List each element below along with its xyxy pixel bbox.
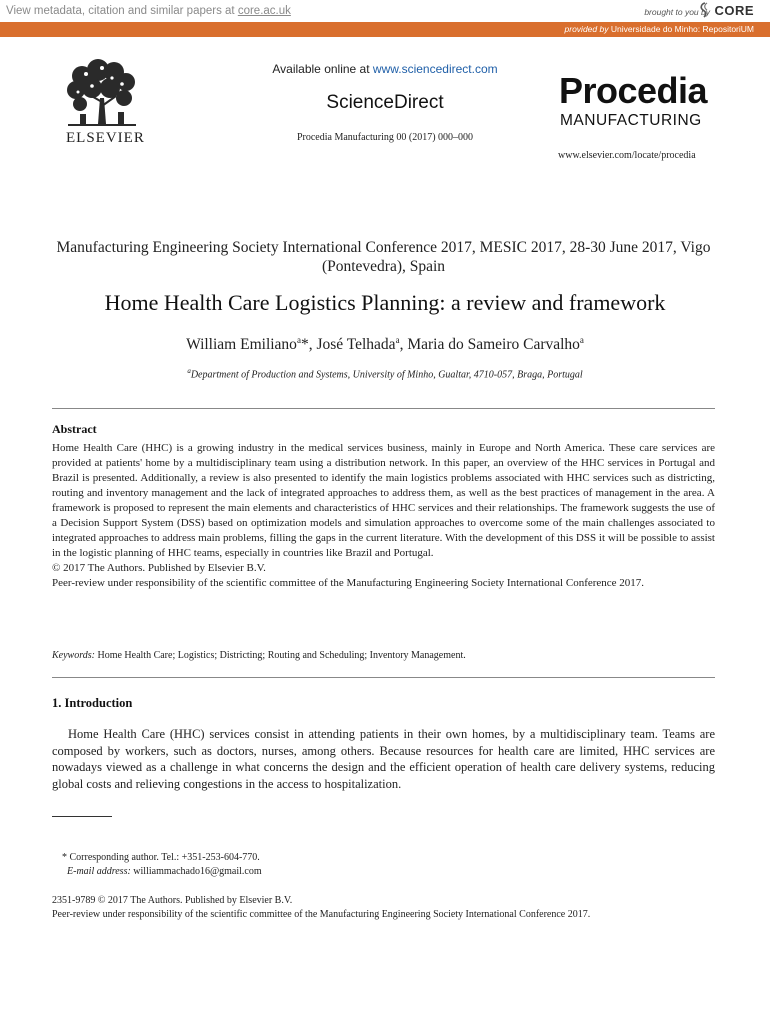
introduction-heading: 1. Introduction — [52, 696, 133, 710]
author-name: José Telhada — [316, 336, 396, 354]
email-line — [62, 865, 262, 879]
core-icon — [698, 2, 712, 18]
keywords-text: Home Health Care; Logistics; Districting; Routing and Scheduling; Inventory Management. — [97, 650, 466, 661]
core-banner — [0, 0, 770, 22]
core-metadata-link[interactable] — [6, 5, 291, 17]
elsevier-url[interactable]: www.elsevier.com/locate/procedia — [558, 150, 696, 161]
core-view-prefix: View metadata, citation and similar papers at — [6, 5, 238, 17]
procedia-logo: Procedia — [559, 70, 708, 111]
abstract-top-rule — [52, 408, 715, 409]
affiliation — [0, 367, 770, 380]
author-affil-sup: a — [579, 335, 584, 345]
abstract-text: Home Health Care (HHC) is a growing industry in the medical services business, mainly in Europe and North America. These care services are provided at patients' home by a multidisciplinary team using a distribution network. In this paper, an overview of the HHC services in Portugal and Brazil is presented. Additionally, a review is also presented to identify the main logistics problems associated with HHC services such as districting, routing and inventory management and the lack of integrated approaches to address them, as well as the best practices of management in the area. A framework is proposed to represent the main elements and characteristics of HHC services and their relationships. The framework suggests the use of a Decision Support System (DSS) based on optimization models and simulation approaches to overcome some of the main challenges associated to integrated approaches to address main problems, filling the gaps in the current literature. With the development of this DSS it will be possible to assist in the logistic planning of HHC teams, especially in countries like Brazil and Portugal. — [52, 442, 715, 559]
introduction-body: Home Health Care (HHC) services consist in attending patients in their own homes, by a multidisciplinary team. Teams are composed by workers, such as doctors, nurses, among others. Because resources for health care are limited, HHC services are nowadays viewed as a challenge in what concerns the design and the efficient operation of health care delivery systems, reducing global costs and relieving congestions in the access to hospitalization. — [52, 727, 715, 791]
core-logo[interactable] — [698, 2, 754, 18]
email-label: E-mail address: — [67, 866, 131, 877]
sciencedirect-url[interactable]: www.sciencedirect.com — [372, 62, 498, 76]
issn-line: 2351-9789 © 2017 The Authors. Published by Elsevier B.V. — [52, 895, 293, 906]
author-name: William Emiliano — [186, 336, 297, 354]
issn-footnote — [52, 894, 715, 922]
author-affil-sup: a — [296, 335, 301, 345]
author-affil-sup: a — [395, 335, 400, 345]
available-prefix: Available online at — [272, 62, 373, 76]
paper-title: Home Health Care Logistics Planning: a review and framework — [104, 290, 666, 315]
abstract-copyright: © 2017 The Authors. Published by Elsevier B.V. — [52, 562, 266, 574]
provided-by-label: provided by — [564, 24, 609, 34]
manufacturing-logo: MANUFACTURING — [560, 112, 702, 129]
author-list: William Emiliano$^a$*, José Telhada$^a$, Maria do Sameiro Carvalho$^a$ — [186, 335, 584, 354]
corresponding-footnote — [62, 851, 262, 879]
email-address[interactable]: williammachado16@gmail.com — [133, 866, 262, 877]
provided-by[interactable] — [565, 24, 754, 34]
core-logo-text: CORE — [714, 2, 754, 18]
abstract-body — [52, 441, 715, 591]
sciencedirect-wordmark: ScienceDirect — [326, 92, 444, 113]
abstract-bottom-rule — [52, 677, 715, 678]
core-ac-uk-link[interactable]: core.ac.uk — [237, 5, 291, 17]
footnote-rule — [52, 816, 112, 817]
abstract-peer-review: Peer-review under responsibility of the scientific committee of the Manufacturing Engineering Society International Conference 2017. — [52, 577, 645, 589]
affiliation-text: Department of Production and Systems, University of Minho, Gualtar, 4710-057, Braga, Portugal — [190, 369, 583, 381]
brought-to-you-by: brought to you by — [644, 7, 710, 17]
footer-peer-review: Peer-review under responsibility of the scientific committee of the Manufacturing Engineering Society International Conference 2017. — [52, 909, 591, 920]
author-name: Maria do Sameiro Carvalho — [407, 336, 580, 354]
provided-by-bar — [0, 22, 770, 37]
provided-by-value: Universidade do Minho: RepositoriUM — [610, 24, 754, 34]
elsevier-label: ELSEVIER — [66, 130, 145, 146]
keywords-label: Keywords: — [52, 650, 95, 661]
affiliation-sup: a — [187, 367, 191, 375]
abstract-heading: Abstract — [52, 422, 97, 436]
corresponding-author: * Corresponding author. Tel.: +351-253-604-770. — [62, 852, 260, 863]
journal-citation: Procedia Manufacturing 00 (2017) 000–000 — [296, 132, 474, 143]
conference-line: Manufacturing Engineering Society International Conference 2017, MESIC 2017, 28-30 June 2017, Vigo (Pontevedra), Spain — [56, 239, 711, 275]
keywords — [52, 650, 715, 661]
corresponding-mark: * — [300, 336, 309, 354]
